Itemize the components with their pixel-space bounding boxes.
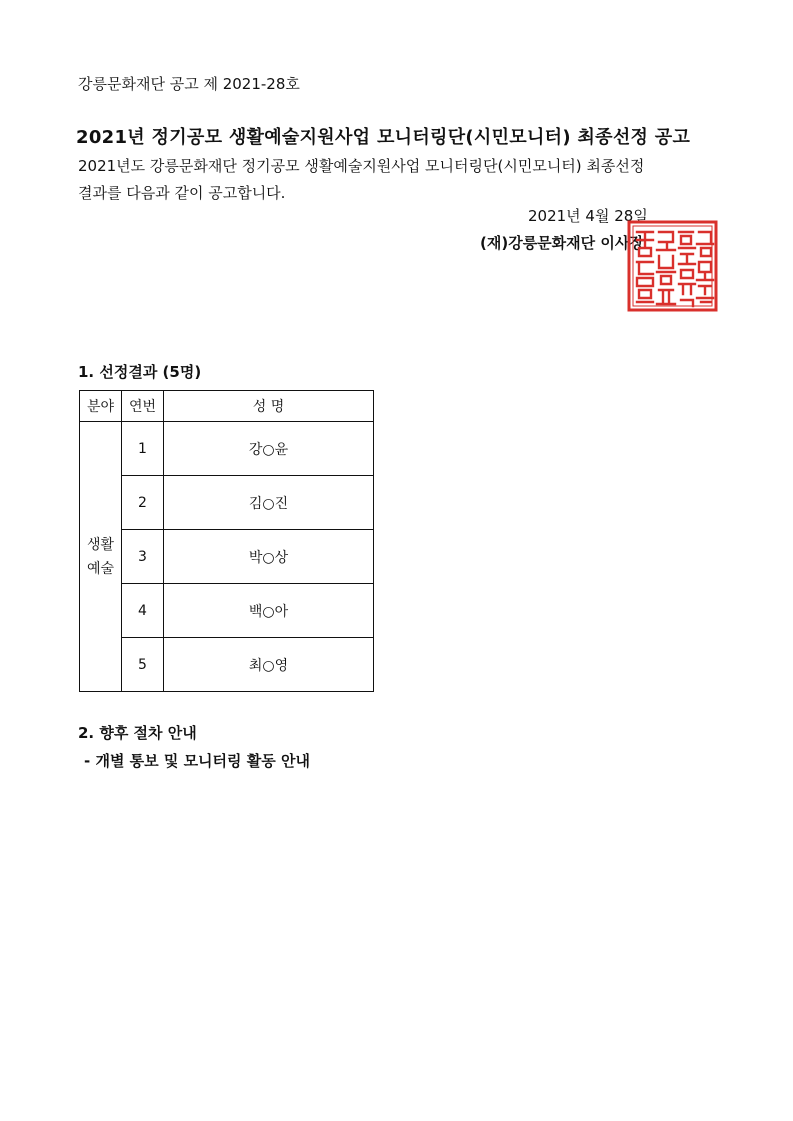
- field-label-line-1: 생활: [86, 536, 115, 553]
- row-number: 1: [122, 422, 164, 476]
- section-2-heading: 2. 향후 절차 안내: [78, 724, 197, 742]
- table-row: [80, 638, 374, 692]
- announcement-body-line-1: 2021년도 강릉문화재단 정기공모 생활예술지원사업 모니터링단(시민모니터) 최종선정: [78, 157, 645, 175]
- page-title: 2021년 정기공모 생활예술지원사업 모니터링단(시민모니터) 최종선정 공고: [76, 127, 691, 148]
- table-row: [80, 584, 374, 638]
- row-name: 최○영: [164, 638, 374, 692]
- section-2-item: - 개별 통보 및 모니터링 활동 안내: [84, 752, 310, 770]
- announcement-body-line-2: 결과를 다음과 같이 공고합니다.: [78, 184, 286, 202]
- table-row: [80, 530, 374, 584]
- field-cell: [80, 422, 122, 692]
- notice-number: 강릉문화재단 공고 제 2021-28호: [78, 75, 300, 93]
- table-row: [80, 422, 374, 476]
- row-number: 3: [122, 530, 164, 584]
- table-row: [80, 476, 374, 530]
- table-header-row: [80, 391, 374, 422]
- field-label-line-2: 예술: [86, 560, 115, 577]
- header-number: 연번: [122, 391, 164, 422]
- row-number: 2: [122, 476, 164, 530]
- row-number: 4: [122, 584, 164, 638]
- row-name: 백○아: [164, 584, 374, 638]
- row-name: 김○진: [164, 476, 374, 530]
- row-number: 5: [122, 638, 164, 692]
- section-1-heading: 1. 선정결과 (5명): [78, 363, 202, 381]
- announcement-date: 2021년 4월 28일: [528, 207, 648, 225]
- issuer-name: (재)강릉문화재단 이사장: [480, 234, 644, 252]
- selection-results-table: [79, 390, 374, 692]
- header-name: 성 명: [164, 391, 374, 422]
- header-field: 분야: [80, 391, 122, 422]
- official-seal-stamp: [627, 220, 718, 312]
- row-name: 강○윤: [164, 422, 374, 476]
- row-name: 박○상: [164, 530, 374, 584]
